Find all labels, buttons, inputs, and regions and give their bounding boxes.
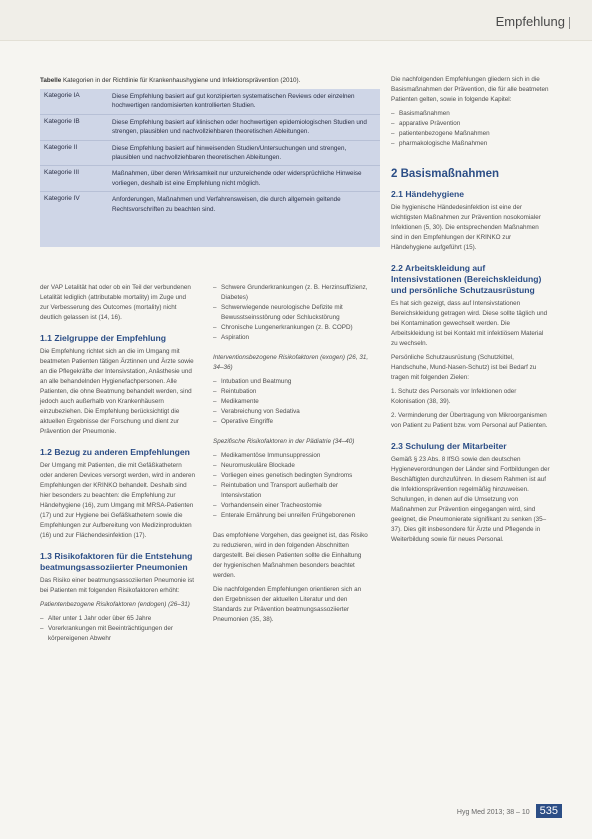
category-label: Kategorie IA: [44, 92, 80, 99]
list-item: – Verabreichung von Sedativa: [221, 407, 371, 417]
list-item: – Medikamente: [221, 397, 371, 407]
list-item: – Medikamentöse Immunsuppression: [221, 451, 371, 461]
left-column: [40, 283, 196, 648]
header-band: [0, 0, 592, 41]
list-item: – Vorhandensein einer Tracheostomie: [221, 501, 371, 511]
list-item: – Reintubation: [221, 387, 371, 397]
risk-list-endogen: [40, 614, 196, 644]
category-label: Kategorie IV: [44, 195, 80, 203]
list-item: – Vorliegen eines genetisch bedingten Syndroms: [221, 471, 371, 481]
right-column: [391, 75, 551, 549]
list-item: – apparative Prävention: [399, 119, 551, 129]
category-label: Kategorie IB: [44, 117, 80, 125]
list-item: – Enterale Ernährung bei unreifen Frühgeborenen: [221, 511, 371, 521]
table-row: [40, 191, 380, 217]
category-text: Diese Empfehlung basiert auf klinischen oder hochwertigen epidemiologischen Studien und strengen, plausiblen und nachvollziehbaren theoretischen Ableitungen.: [112, 118, 367, 136]
category-text: Diese Empfehlung basiert auf gut konzipierten systematischen Reviews oder einzelnen hochwertigen randomisierten kontrollierten Studien.: [112, 93, 355, 110]
list-item: – patientenbezogene Maßnahmen: [399, 129, 551, 139]
list-item: 1. Schutz des Personals vor Infektionen oder Kolonisation (38, 39).: [391, 388, 517, 405]
subheading-paediatrics: Spezifische Risikofaktoren in der Pädiatrie (34–40): [213, 438, 355, 445]
paragraph-procedure: Das empfohlene Vorgehen, das geeignet ist, das Risiko zu reduzieren, wird in den folgenden Abschnitten dargestellt. Bei diesen Patienten sollte die Einhaltung der hygienischen Maßnahmen besonders beachtet werden.: [213, 532, 368, 579]
list-item: – Operative Eingriffe: [221, 417, 371, 427]
heading-2-basis: 2 Basismaßnahmen: [391, 168, 500, 180]
heading-2-1: 2.1 Händehygiene: [391, 189, 465, 199]
page-number: 535: [536, 804, 562, 818]
journal-reference: Hyg Med 2013; 38 – 10: [456, 809, 530, 816]
list-item: – pharmakologische Maßnahmen: [399, 139, 551, 149]
table-caption: [40, 77, 380, 84]
heading-1-1: 1.1 Zielgruppe der Empfehlung: [40, 333, 167, 343]
paragraph-1-2: Der Umgang mit Patienten, die mit Gefäßkathetern oder anderen Devices versorgt werden, wird in anderen Empfehlungen der KRINKO behandelt. Deshalb sind hier besonders zu beachten: die Empfehlung zur Händehygiene (16), zum Umgang mit MRSA-Patienten (17) und zur Hygiene bei Gefäßkathetern sowie die Empfehlungen zur Aufbereitung von Medizinprodukten (16) und zur Flächendesinfektion (17).: [40, 462, 196, 539]
table-caption-text: Kategorien in der Richtlinie für Krankenhaushygiene und Infektionsprävention (2010).: [62, 77, 301, 84]
list-item: – Intubation und Beatmung: [221, 377, 371, 387]
category-label: Kategorie II: [44, 143, 78, 151]
list-item: – Alter unter 1 Jahr oder über 65 Jahre: [48, 614, 196, 624]
page-footer: [457, 804, 562, 818]
section-title-text: Empfehlung: [495, 14, 565, 29]
list-item: – Vorerkrankungen mit Beeinträchtigungen der körpereigenen Abwehr: [48, 624, 196, 644]
title-divider: [569, 17, 570, 29]
heading-2-2: 2.2 Arbeitskleidung auf Intensivstationen (Bereichskleidung) und persönliche Schutzausrüstung: [391, 263, 542, 295]
table-row: [40, 114, 380, 140]
list-item: 2. Verminderung der Übertragung von Mikroorganismen von Patient zu Patient bzw. vom Personal auf Patienten.: [391, 412, 548, 429]
risk-list-paediatrics: [213, 451, 371, 521]
list-item: – Aspiration: [221, 333, 371, 343]
overview-list: [391, 109, 551, 149]
subheading-exogen: Interventionsbezogene Risikofaktoren (exogen) (26, 31, 34–36): [213, 354, 369, 371]
heading-1-3: 1.3 Risikofaktoren für die Entstehung beatmungsassoziierter Pneumonien: [40, 551, 193, 572]
paragraph-1-1: Die Empfehlung richtet sich an die im Umgang mit beatmeten Patienten tätigen Ärztinnen und Ärzte sowie an die Pflegekräfte der Intensivstation, Anästhesie und an alle behandelnden Hygienefachpersonen. Alle Patienten, die ohne Beatmung behandelt werden, sind jedoch auch außerhalb von Krankenhäusern einzubeziehen. Die Empfehlung berücksichtigt die aktuellen Ergebnisse der Forschung und dient zur Prävention der Pneumonie.: [40, 348, 194, 435]
category-text: Diese Empfehlung basiert auf hinweisenden Studien/Untersuchungen und strengen, plausiblen und nachvollziehbaren theoretischen Ableitungen.: [112, 144, 347, 162]
category-table: [40, 89, 380, 247]
paragraph-2-2: Es hat sich gezeigt, dass auf Intensivstationen Bereichskleidung getragen wird. Diese sollte täglich und bei Kontamination gewechselt werden. Die Arbeitskleidung ist bei Kontakt mit infektiösem Material zu wechseln.: [391, 300, 548, 347]
list-item: – Schwerwiegende neurologische Defizite mit Bewusstseinsstörung oder Schluckstörung: [221, 303, 371, 323]
section-title: [496, 14, 570, 29]
table-row: [40, 140, 380, 166]
risk-list-exogen: [213, 377, 371, 427]
paragraph-1-3: Das Risiko einer beatmungsassoziierten Pneumonie ist bei Patienten mit folgenden Risikofaktoren erhöht:: [40, 577, 195, 594]
middle-column: [213, 283, 371, 629]
paragraph-overview: Die nachfolgenden Empfehlungen gliedern sich in die Basismaßnahmen der Prävention, die für alle beatmeten Patienten gelten, sowie in folgende Kapitel:: [391, 76, 549, 103]
table-row: [40, 89, 380, 114]
category-text: Maßnahmen, über deren Wirksamkeit nur unzureichende oder widersprüchliche Hinweise vorliegen, deshalb ist eine Empfehlung nicht möglich.: [112, 170, 362, 187]
paragraph-2-2b: Persönliche Schutzausrüstung (Schutzkittel, Handschuhe, Mund-Nasen-Schutz) ist bei Bedarf zu tragen mit folgenden Zielen:: [391, 354, 537, 381]
list-item: – Neuromuskuläre Blockade: [221, 461, 371, 471]
intro-paragraph: der VAP Letalität hat oder ob ein Teil der verbundenen Letalität lediglich (attributable mortality) im Zuge und zur Verbesserung des Outcomes (mortality) nicht deutlich gelassen ist (14, 16).: [40, 284, 191, 321]
category-text: Anforderungen, Maßnahmen und Verfahrensweisen, die durch allgemein geltende Rechtsvorschriften zu beachten sind.: [112, 196, 341, 213]
table-row: [40, 165, 380, 191]
paragraph-recommendations: Die nachfolgenden Empfehlungen orientieren sich an den Ergebnissen der aktuellen Literatur und den Standards zur Prävention beatmungsassoziierter Pneumonien (35, 38).: [213, 586, 362, 623]
heading-1-2: 1.2 Bezug zu anderen Empfehlungen: [40, 447, 190, 457]
paragraph-2-3: Gemäß § 23 Abs. 8 IfSG sowie den deutschen Hygieneverordnungen der Länder sind Fortbildungen der Beschäftigten durchzuführen. In diesem Rahmen ist auf die Infektionsprävention regelmäßig hinzuweisen. Schulungen, in denen auf die Umsetzung von Maßnahmen zur Prävention eingegangen wird, sind geeignet, die Pneumonierate signifikant zu senken (35–37). Dies gilt insbesondere für Ärzte und Pflegende in Weiterbildung sowie für neues Personal.: [391, 456, 550, 543]
list-item: – Basismaßnahmen: [399, 109, 551, 119]
table-caption-label: Tabelle: [40, 77, 62, 84]
subheading-endogen: Patientenbezogene Risikofaktoren (endogen) (26–31): [40, 601, 190, 608]
list-item: – Chronische Lungenerkrankungen (z. B. COPD): [221, 323, 371, 333]
list-item: – Schwere Grunderkrankungen (z. B. Herzinsuffizienz, Diabetes): [221, 283, 371, 303]
list-item: – Reintubation und Transport außerhalb der Intensivstation: [221, 481, 371, 501]
paragraph-2-1: Die hygienische Händedesinfektion ist eine der wichtigsten Maßnahmen zur Prävention nosokomialer Infektionen (5, 30). Die entsprechenden Maßnahmen sind in den Empfehlungen der KRINKO zur Händehygiene aufgeführt (15).: [391, 204, 541, 251]
category-label: Kategorie III: [44, 169, 80, 177]
risk-list-continued: [213, 283, 371, 343]
heading-2-3: 2.3 Schulung der Mitarbeiter: [391, 441, 507, 451]
